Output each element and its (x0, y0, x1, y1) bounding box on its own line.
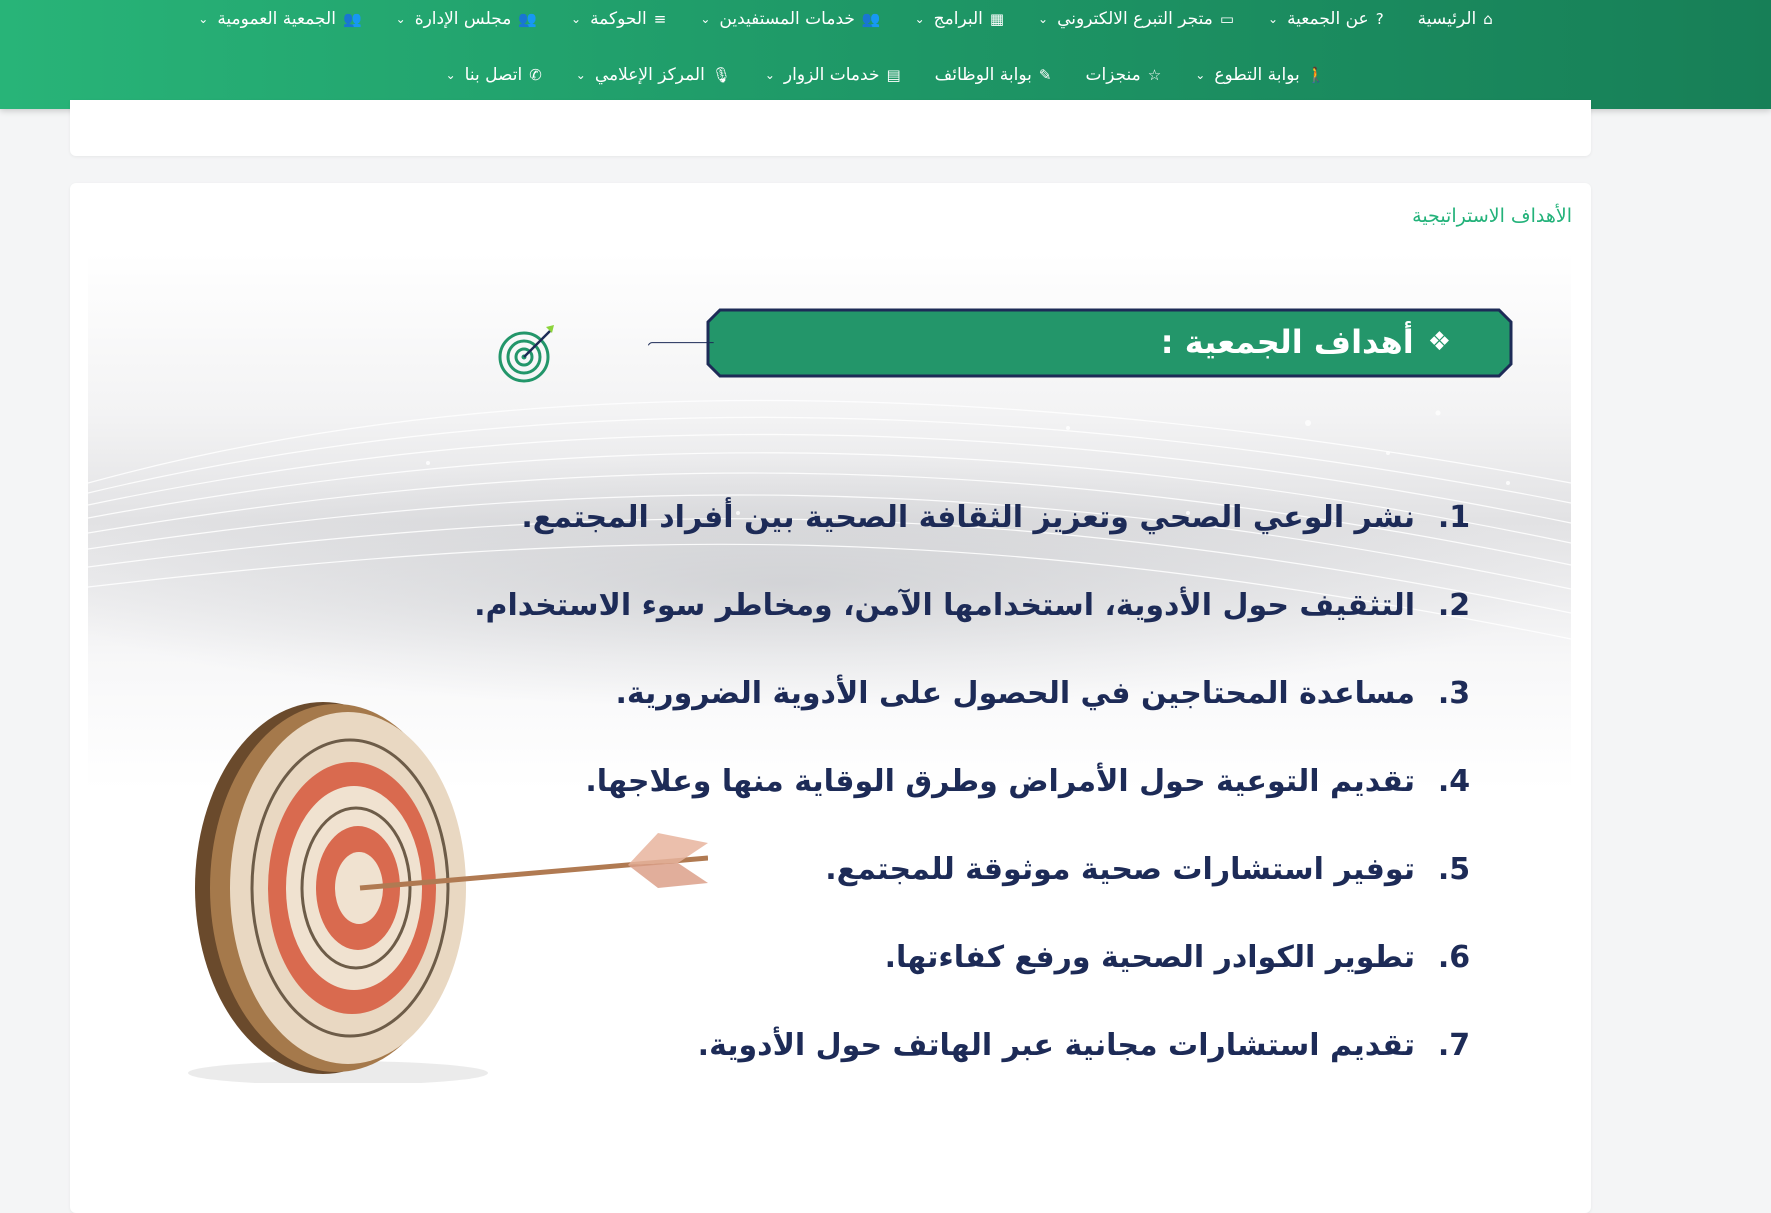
nav-item-label: بوابة الوظائف (934, 65, 1032, 85)
chevron-down-icon: ⌄ (1195, 68, 1206, 82)
chevron-down-icon: ⌄ (914, 12, 925, 26)
nav-item-row2-3[interactable] (765, 65, 901, 85)
chevron-down-icon: ⌄ (575, 68, 586, 82)
nav-item-label: بوابة التطوع (1214, 65, 1300, 85)
microphone-icon: 🎙 (711, 65, 731, 84)
users-icon: 👥 (342, 9, 362, 28)
nav-item-row1-2[interactable] (1038, 9, 1234, 29)
nav-item-label: الحوكمة (590, 9, 647, 29)
goal-number: 7. (1437, 1027, 1471, 1063)
nav-item-row2-0[interactable] (1195, 65, 1325, 85)
bars-icon: ≡ (653, 9, 667, 28)
nav-item-row2-4[interactable] (576, 65, 731, 85)
home-icon: ⌂ (1483, 9, 1493, 28)
target-icon (496, 321, 560, 385)
goal-text: مساعدة المحتاجين في الحصول على الأدوية الضرورية. (615, 675, 1415, 711)
chevron-down-icon: ⌄ (571, 12, 582, 26)
dartboard-arrow-illustration (188, 683, 708, 1083)
nav-item-row1-6[interactable] (396, 9, 537, 29)
goal-text: تقديم استشارات مجانية عبر الهاتف حول الأدوية. (697, 1027, 1415, 1063)
person-icon: 🚶 (1306, 65, 1326, 84)
nav-item-row1-1[interactable] (1268, 9, 1384, 29)
credit-card-icon: ▭ (1219, 9, 1234, 28)
top-navigation (0, 0, 1771, 109)
goal-number: 2. (1437, 587, 1471, 623)
chevron-down-icon: ⌄ (1268, 12, 1279, 26)
content-card (70, 183, 1591, 1213)
nav-item-label: عن الجمعية (1287, 9, 1369, 29)
nav-item-row1-7[interactable] (198, 9, 361, 29)
users-icon: 👥 (518, 9, 537, 28)
nav-item-row2-1[interactable] (1085, 65, 1161, 85)
goal-number: 3. (1437, 675, 1471, 711)
nav-item-row1-5[interactable] (571, 9, 666, 29)
goal-number: 1. (1437, 499, 1471, 535)
goal-text: تقديم التوعية حول الأمراض وطرق الوقاية منها وعلاجها. (585, 763, 1415, 799)
breadcrumb[interactable]: الأهداف الاستراتيجية (1412, 205, 1572, 227)
goal-text: تطوير الكوادر الصحية ورفع كفاءتها. (884, 939, 1415, 975)
nav-item-label: منجزات (1085, 65, 1141, 85)
strategic-goals-banner (88, 253, 1571, 1148)
chevron-down-icon: ⌄ (700, 12, 711, 26)
nav-item-label: اتصل بنا (464, 65, 523, 85)
heading-label: أهداف الجمعية : (1160, 323, 1414, 361)
nav-item-label: متجر التبرع الالكتروني (1057, 9, 1213, 29)
users-icon: 👥 (861, 9, 881, 28)
chevron-down-icon: ⌄ (198, 12, 209, 26)
goal-number: 6. (1437, 939, 1471, 975)
nav-item-row2-2[interactable] (935, 65, 1052, 85)
header-card (70, 100, 1591, 156)
goal-item (393, 561, 1493, 649)
question-icon: ? (1375, 9, 1384, 28)
goal-text: نشر الوعي الصحي وتعزيز الثقافة الصحية بين أفراد المجتمع. (521, 499, 1415, 535)
heading-title (1161, 323, 1451, 361)
nav-row-primary (0, 7, 1771, 31)
nav-item-row1-4[interactable] (700, 9, 880, 29)
nav-row-secondary (0, 63, 1771, 87)
star-icon: ☆ (1147, 65, 1162, 84)
heading-connector-line (581, 342, 781, 346)
nav-item-label: الجمعية العمومية (217, 9, 336, 29)
nav-item-label: خدمات الزوار (783, 65, 880, 85)
chevron-down-icon: ⌄ (764, 68, 775, 82)
nav-item-label: خدمات المستفيدين (719, 9, 855, 29)
nav-item-row2-5[interactable] (446, 65, 542, 85)
diamond-icon: ❖ (1427, 327, 1451, 357)
calendar-icon: ▦ (989, 9, 1005, 28)
chevron-down-icon: ⌄ (1038, 12, 1049, 26)
chevron-down-icon: ⌄ (445, 68, 456, 82)
goal-text: التثقيف حول الأدوية، استخدامها الآمن، ومخاطر سوء الاستخدام. (474, 587, 1415, 623)
goal-text: توفير استشارات صحية موثوقة للمجتمع. (825, 851, 1415, 887)
nav-item-label: مجلس الإدارة (414, 9, 512, 29)
nav-item-label: البرامج (933, 9, 983, 29)
server-icon: ▤ (886, 65, 901, 84)
goal-item (393, 473, 1493, 561)
goal-number: 5. (1437, 851, 1471, 887)
edit-icon: ✎ (1038, 65, 1052, 84)
nav-item-row1-0[interactable] (1418, 9, 1493, 29)
nav-item-row1-3[interactable] (915, 9, 1004, 29)
nav-item-label: الرئيسية (1417, 9, 1477, 29)
chevron-down-icon: ⌄ (395, 12, 406, 26)
goal-number: 4. (1437, 763, 1471, 799)
phone-icon: ✆ (529, 65, 542, 84)
nav-item-label: المركز الإعلامي (594, 65, 705, 85)
